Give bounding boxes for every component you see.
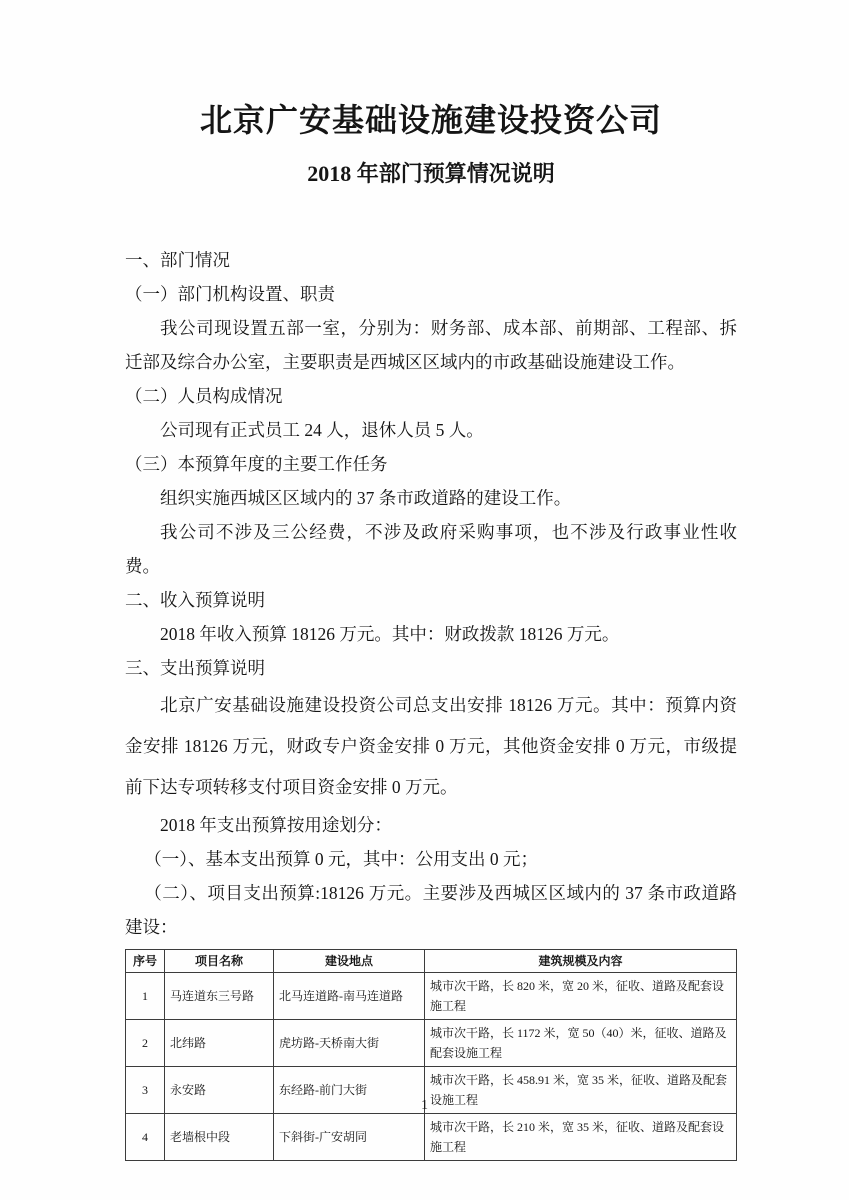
- cell-index: 3: [126, 1067, 165, 1114]
- subsection-1-3-heading: （三）本预算年度的主要工作任务: [125, 454, 388, 474]
- cell-location: 北马连道路-南马连道路: [274, 973, 425, 1020]
- cell-index: 1: [126, 973, 165, 1020]
- document-subtitle: 2018 年部门预算情况说明: [307, 161, 555, 186]
- column-header-location: 建设地点: [274, 950, 425, 973]
- section-3-paragraph-2: 2018 年支出预算按用途划分：: [160, 815, 392, 835]
- section-3-item-1: （一）、基本支出预算 0 元，其中：公用支出 0 元；: [144, 849, 538, 869]
- cell-project: 老墙根中段: [165, 1114, 274, 1161]
- cell-location: 东经路-前门大街: [274, 1067, 425, 1114]
- subsection-1-3-paragraph-1: 组织实施西城区区域内的 37 条市政道路的建设工作。: [160, 488, 572, 508]
- cell-project: 永安路: [165, 1067, 274, 1114]
- table-row-4: [126, 1114, 737, 1161]
- subsection-1-2-paragraph: 公司现有正式员工 24 人，退休人员 5 人。: [160, 420, 484, 440]
- cell-project: 马连道东三号路: [165, 973, 274, 1020]
- cell-location: 虎坊路-天桥南大街: [274, 1020, 425, 1067]
- cell-scale: 城市次干路，长 210 米，宽 35 米，征收、道路及配套设施工程: [425, 1114, 737, 1161]
- cell-index: 2: [126, 1020, 165, 1067]
- column-header-project: 项目名称: [165, 950, 274, 973]
- column-header-index: 序号: [126, 950, 165, 973]
- section-2-heading: 二、收入预算说明: [125, 590, 265, 610]
- page-number: 1: [421, 1098, 428, 1113]
- document-body: [125, 243, 737, 1161]
- section-1-heading: 一、部门情况: [125, 250, 230, 270]
- section-3-paragraph-1: 北京广安基础设施建设投资公司总支出安排 18126 万元。其中：预算内资金安排 18126 万元，财政专户资金安排 0 万元，其他资金安排 0 万元，市级提前下达专项转移支付项目资金安排 0 万元。: [125, 695, 737, 797]
- cell-index: 4: [126, 1114, 165, 1161]
- section-2-paragraph: 2018 年收入预算 18126 万元。其中：财政拨款 18126 万元。: [160, 624, 620, 644]
- table-header-row: [126, 950, 737, 973]
- table-row-1: [126, 973, 737, 1020]
- document-title: 北京广安基础设施建设投资公司: [199, 102, 662, 138]
- cell-scale: 城市次干路，长 820 米，宽 20 米，征收、道路及配套设施工程: [425, 973, 737, 1020]
- projects-table: [125, 949, 737, 1161]
- cell-location: 下斜街-广安胡同: [274, 1114, 425, 1161]
- cell-scale: 城市次干路，长 1172 米，宽 50（40）米，征收、道路及配套设施工程: [425, 1020, 737, 1067]
- subsection-1-1-heading: （一）部门机构设置、职责: [125, 284, 335, 304]
- table-row-2: [126, 1020, 737, 1067]
- column-header-scale: 建筑规模及内容: [425, 950, 737, 973]
- subsection-1-3-paragraph-2: 我公司不涉及三公经费，不涉及政府采购事项，也不涉及行政事业性收费。: [125, 522, 737, 576]
- cell-scale: 城市次干路，长 458.91 米，宽 35 米，征收、道路及配套设施工程: [425, 1067, 737, 1114]
- section-3-item-2: （二）、项目支出预算:18126 万元。主要涉及西城区区域内的 37 条市政道路建设：: [125, 883, 737, 937]
- cell-project: 北纬路: [165, 1020, 274, 1067]
- section-3-heading: 三、支出预算说明: [125, 658, 265, 678]
- subsection-1-2-heading: （二）人员构成情况: [125, 386, 283, 406]
- subsection-1-1-paragraph: 我公司现设置五部一室，分别为：财务部、成本部、前期部、工程部、拆迁部及综合办公室，主要职责是西城区区域内的市政基础设施建设工作。: [125, 318, 737, 372]
